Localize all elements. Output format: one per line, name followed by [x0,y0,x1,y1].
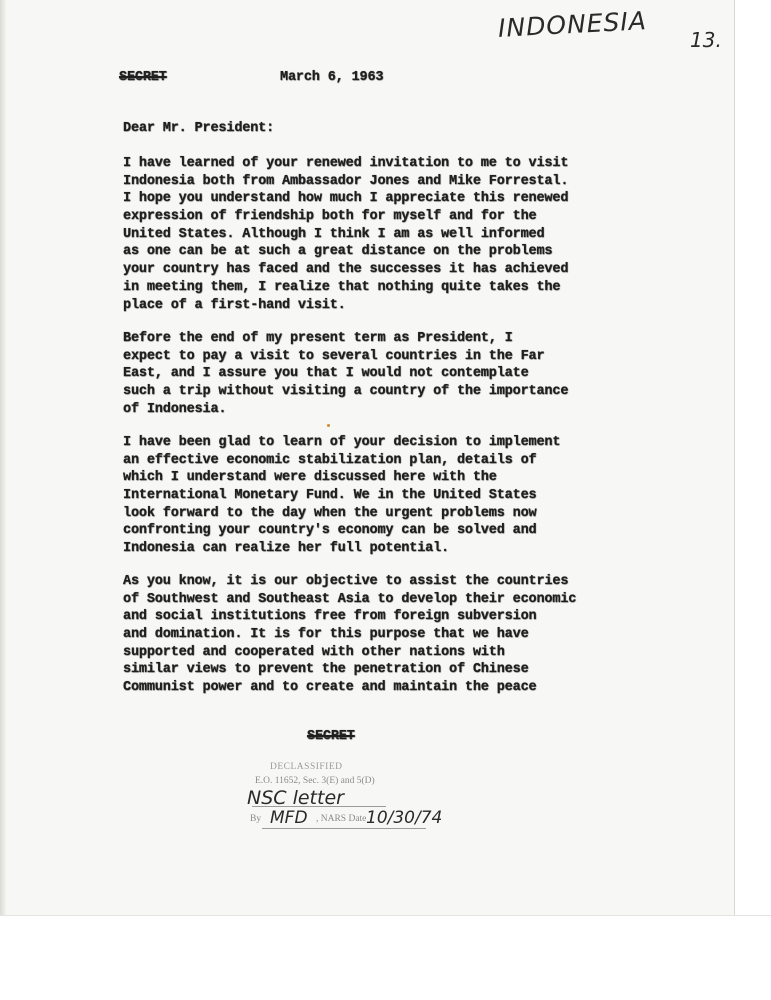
paragraph-line: International Monetary Fund. We in the United States [123,488,537,504]
handwritten-initials: MFD [270,808,308,828]
paragraph-line: an effective economic stabilization plan, details of [123,452,537,468]
handwritten-country-annotation: INDONESIA [497,6,648,43]
paragraph-line: and social institutions free from foreign subversion [123,609,537,625]
paragraph-line: I hope you understand how much I appreciate this renewed [123,191,569,207]
paragraph-line: such a trip without visiting a country of the importance [123,384,569,400]
paragraph-line: East, and I assure you that I would not contemplate [123,366,529,382]
paragraph-line: United States. Although I think I am as well informed [123,226,545,242]
header-classification-marking: SECRET [119,70,167,85]
stamp-date-rule [262,828,426,829]
paragraph-line: Indonesia can realize her full potential. [123,541,450,557]
letter-date: March 6, 1963 [280,70,384,85]
stamp-by-label: By [250,814,262,824]
paragraph-line: of Indonesia. [123,401,227,417]
paragraph-southeast-asia-objective [123,573,593,697]
declassified-stamp-title: DECLASSIFIED [270,762,343,772]
paragraph-line: I have been glad to learn of your decision to implement [123,435,561,450]
paragraph-line: look forward to the day when the urgent problems now [123,505,537,521]
paragraph-line: Indonesia both from Ambassador Jones and Mike Forrestal. [123,173,569,189]
paragraph-invitation [123,155,593,314]
paragraph-line: in meeting them, I realize that nothing quite takes the [123,279,561,295]
paragraph-line: place of a first-hand visit. [123,297,346,313]
paragraph-line: of Southwest and Southeast Asia to develop their economic [123,591,577,607]
scan-left-edge [0,0,6,1000]
paragraph-line: and domination. It is for this purpose that we have [123,627,529,643]
handwritten-document-number: 13. [690,28,722,52]
paragraph-line: as one can be at such a great distance on the problems [123,244,553,260]
declassified-stamp-authority: E.O. 11652, Sec. 3(E) and 5(D) [255,776,375,786]
scan-bottom-margin [0,915,771,1000]
paragraph-line: which I understand were discussed here with the [123,470,497,486]
footer-classification-marking: SECRET [307,729,355,744]
handwritten-authority: NSC letter [247,787,344,809]
paragraph-line: similar views to prevent the penetration of Chinese [123,662,529,678]
salutation: Dear Mr. President: [123,121,275,136]
paragraph-line: your country has faced and the successes it has achieved [123,262,569,278]
ink-speck [327,424,330,427]
paragraph-line: expression of friendship both for myself and for the [123,209,537,225]
handwritten-declassification-date: 10/30/74 [366,808,443,828]
paragraph-economic-stabilization [123,434,593,558]
paragraph-far-east-visit [123,330,593,418]
paragraph-line: I have learned of your renewed invitation to me to visit [123,156,569,171]
paragraph-line: supported and cooperated with other nations with [123,644,505,660]
paragraph-line: confronting your country's economy can be solved and [123,523,537,539]
paragraph-line: Before the end of my present term as President, I [123,331,513,346]
scan-right-margin [734,0,771,1000]
stamp-nars-date-label: , NARS Date [316,814,367,824]
paragraph-line: expect to pay a visit to several countries in the Far [123,348,545,364]
paragraph-line: As you know, it is our objective to assist the countries [123,574,569,589]
stamp-authority-rule [252,806,386,807]
paragraph-line: Communist power and to create and maintain the peace [123,680,537,696]
